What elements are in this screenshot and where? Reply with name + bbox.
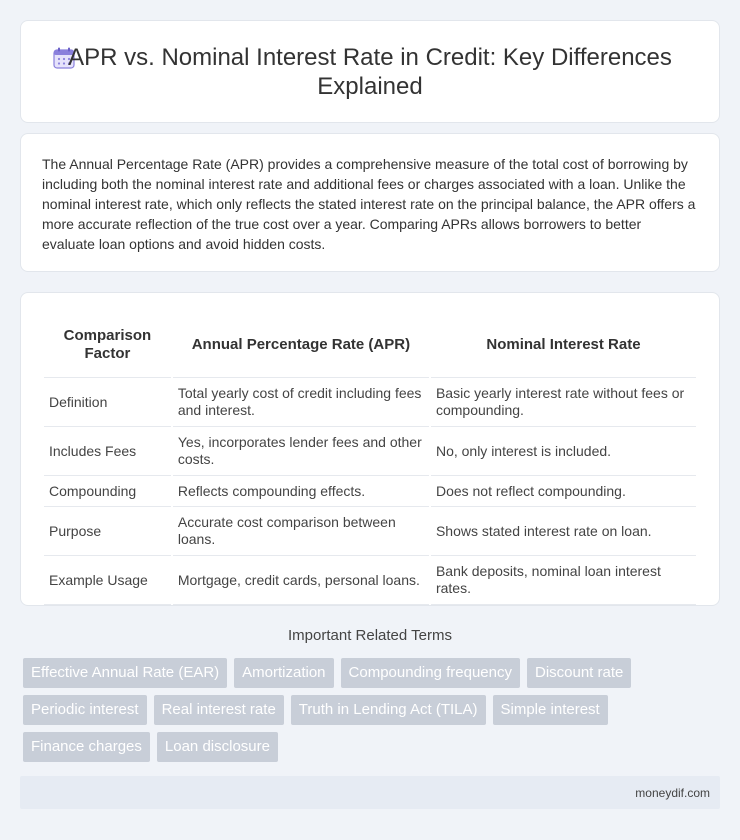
related-term-tag[interactable]: Compounding frequency <box>341 658 520 688</box>
related-term-tag[interactable]: Truth in Lending Act (TILA) <box>291 695 486 725</box>
comparison-table <box>42 313 698 605</box>
row-apr-value: Yes, incorporates lender fees and other costs. <box>173 427 429 476</box>
related-term-tag[interactable]: Real interest rate <box>154 695 284 725</box>
related-term-tag[interactable]: Discount rate <box>527 658 631 688</box>
table-row <box>44 507 696 556</box>
header-apr: Annual Percentage Rate (APR) <box>173 313 429 378</box>
related-term-tag[interactable]: Finance charges <box>23 732 150 762</box>
footer-bar <box>20 776 720 809</box>
page-title: APR vs. Nominal Interest Rate in Credit: Key Differences Explained <box>68 44 672 100</box>
row-nominal-value: Basic yearly interest rate without fees or compounding. <box>431 378 696 427</box>
intro-paragraph: The Annual Percentage Rate (APR) provides a comprehensive measure of the total cost of borrowing by including both the nominal interest rate and additional fees or charges associated with a loan. Unlike the nominal interest rate, which only reflects the stated interest rate on the principal balance, the APR offers a more accurate reflection of the true cost over a year. Comparing APRs allows borrowers to better evaluate loan options and avoid hidden costs. <box>42 156 696 252</box>
row-factor: Includes Fees <box>44 427 171 476</box>
row-apr-value: Total yearly cost of credit including fees and interest. <box>173 378 429 427</box>
footer-site-link[interactable]: moneydif.com <box>635 786 710 800</box>
related-term-tag[interactable]: Amortization <box>234 658 333 688</box>
row-factor: Example Usage <box>44 556 171 605</box>
row-factor: Purpose <box>44 507 171 556</box>
related-terms-title: Important Related Terms <box>288 627 452 644</box>
intro-card <box>20 133 720 272</box>
comparison-table-card <box>20 292 720 606</box>
table-row <box>44 556 696 605</box>
row-nominal-value: Bank deposits, nominal loan interest rates. <box>431 556 696 605</box>
row-factor: Definition <box>44 378 171 427</box>
table-row <box>44 427 696 476</box>
row-apr-value: Accurate cost comparison between loans. <box>173 507 429 556</box>
row-factor: Compounding <box>44 476 171 507</box>
header-nominal-rate: Nominal Interest Rate <box>431 313 696 378</box>
related-term-tag[interactable]: Periodic interest <box>23 695 147 725</box>
table-row <box>44 378 696 427</box>
related-terms-list <box>23 658 683 762</box>
title-card <box>20 20 720 123</box>
table-header-row <box>44 313 696 378</box>
row-nominal-value: Shows stated interest rate on loan. <box>431 507 696 556</box>
row-apr-value: Reflects compounding effects. <box>173 476 429 507</box>
row-nominal-value: No, only interest is included. <box>431 427 696 476</box>
row-nominal-value: Does not reflect compounding. <box>431 476 696 507</box>
row-apr-value: Mortgage, credit cards, personal loans. <box>173 556 429 605</box>
related-term-tag[interactable]: Loan disclosure <box>157 732 278 762</box>
header-comparison-factor: Comparison Factor <box>44 313 171 378</box>
table-row <box>44 476 696 507</box>
related-term-tag[interactable]: Simple interest <box>493 695 608 725</box>
related-term-tag[interactable]: Effective Annual Rate (EAR) <box>23 658 227 688</box>
